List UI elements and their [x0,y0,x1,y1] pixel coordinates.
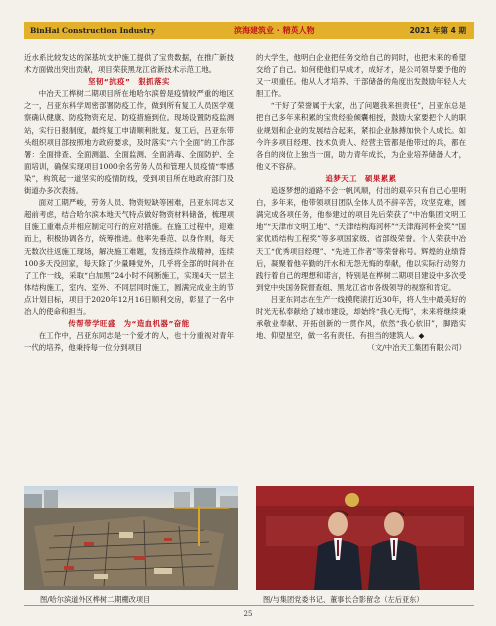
page-header [24,22,474,39]
paragraph: 追逐梦想的道路不会一帆风顺，付出的艰辛只有自己心里明白，多年来，他带领项目团队全体人员不辞辛苦，攻坚克难，圆满完成各项任务，他参建过的项目先后荣获了“中冶集团文明工地”“天津市文明工地”、“天津结构海河杯”“天津海河杯金奖”“国家优质结构工程奖”等多项国家级、省部级荣誉。个人荣获中冶天工“优秀项目经理”、“先进工作者”等荣誉称号。辉煌的业绩背后，凝聚着他辛勤的汗水和无怨无悔的奉献，他以实际行动努力践行着自己的理想和诺言，特别是在桦树二期项目建设中多次受到党中央国务院督查组、黑龙江省市各级领导的视察和肯定。 [256,186,466,292]
paragraph: 中冶天工桦树二期项目所在地哈尔滨曾是疫情较严重的地区之一，吕亚东科学周密部署防疫工作，做到所有复工人员医学观察确认健康、防疫物资充足、防疫措施到位。现场设置防疫监测站，实行日报制度，最终复工申请顺利批复。复工后，吕亚东带头组织项目部按照地方政府要求，及时落实“六个全面”的工作部署：全面排查、全面测温、全面监测、全面消毒、全面防护、全面培训，确保实现项目1000余名劳务人员和管理人员疫情“零感染”，构筑起一道坚实的疫情防线，受到项目所在地政府部门及街道办多次表扬。 [24,89,234,196]
photo-caption: 图/与集团党委书记、董事长合影留念（左后亚东） [263,595,424,604]
paragraph: 吕亚东同志在生产一线摸爬滚打近30年，将人生中最美好的时光无私奉献给了城市建设，却始终“我心无悔”，未来将继续秉承敬业奉献、开拓创新的一贯作风，依然“我心依旧”，脚踏实地、仰望星空，做一名有责任、有担当的建筑人。◆ [256,294,466,341]
section-subheading: 坚韧“抗疫” 狠抓落实 [88,77,170,87]
header-publication-name: BinHai Construction Industry [30,26,156,35]
paragraph: 面对工期严峻，劳务人员、物资短缺等困难，吕亚东同志又超前考虑，结合哈尔滨本地天气特点做好物资材料储备，梳理项目施工重难点并相应制定可行的应对措施。在施工过程中，迎难而上，积极协调各方，统筹推进。他率先垂范、以身作则，每天无数次往返施工现场，解决施工难题，发扬连续作战精神，连续100多天没回家，每天除了少量睡觉外，几乎将全部的时间扑在了工作一线，采取“白加黑”24小时不间断施工，实现4天一层主体结构施工，室内、室外、不同层同时施工，圆满完成业主的节点计划目标，项目于2020年12月16日顺利交房，彰显了一名中冶人的使命和担当。 [24,198,234,316]
photo-caption: 图/哈尔滨道外区桦树二期棚改项目 [40,595,151,604]
header-column-title: 滨海建筑业 · 精英人物 [234,26,315,35]
paragraph: 的大学生，他明白企业把任务交给自己的同时，也把未来的希望交给了自己。如何使他们早成才，成好才，是公司领导要予他的又一项重任。他从人才培养、干部储备的角度出发鼓励年轻人大胆工作。 [256,53,466,99]
paragraph: 在工作中，吕亚东同志是一个爱才的人，也十分重视对青年一代的培养，他秉持每一位分到项目 [24,331,234,353]
section-subheading: 传帮带学旺盛 为“造血机器”奋能 [68,319,190,329]
left-column [24,52,234,354]
author-signature: （文/中冶天工集团有限公司） [367,343,466,353]
page-number: 25 [243,610,253,618]
paragraph: “干好了荣誉属于大家，出了问题我来担责任”，吕亚东总是把自己多年来积累的宝贵经验倾囊相授，鼓励大家要把个人的职业规划和企业的发展结合起来，紧扣企业脉搏加快个人成长。如今许多项目经理、技术负责人、经营主管都是他带过的兵，都在各自的岗位上独当一面，助力青年成长，为企业培养储备人才，他义不容辞。 [256,101,466,171]
construction-site-photo [24,486,238,590]
right-column [256,52,466,354]
group-photo [256,486,474,590]
section-subheading: 追梦天工 硕果累累 [325,173,397,183]
paragraph: 近水系比较发达的深基坑支护施工提供了宝贵数据，在推广新技术方面做出突出贡献，项目荣获黑龙江省新技术示范工地。 [24,53,234,75]
header-issue: 2021 年第 4 期 [409,26,466,35]
footer-divider [24,605,474,606]
